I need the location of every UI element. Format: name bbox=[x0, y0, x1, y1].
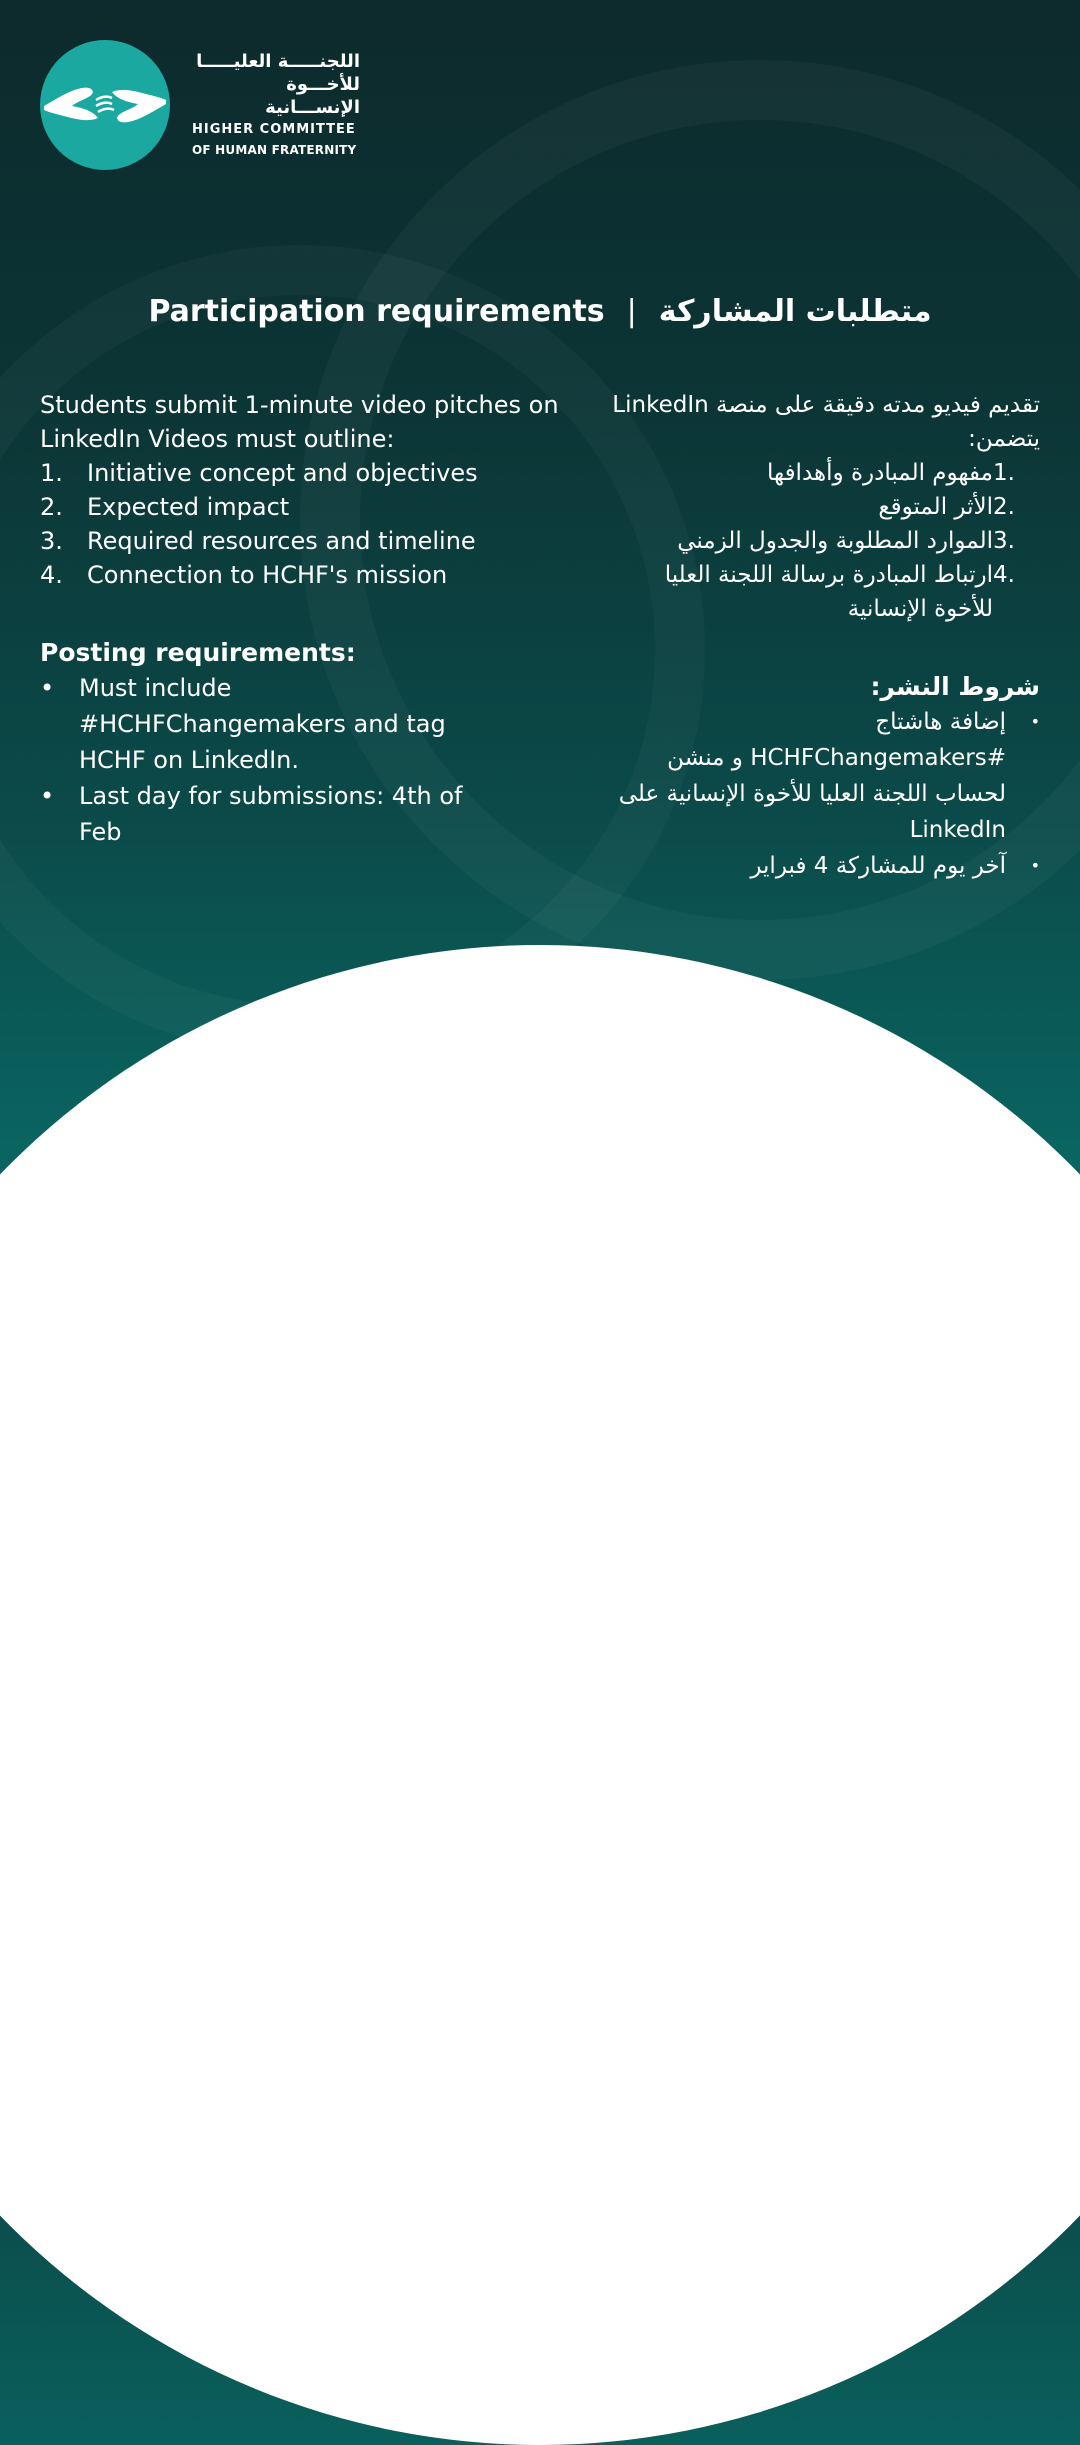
arabic-intro: تقديم فيديو مدته دقيقة على منصة LinkedIn يتضمن: bbox=[612, 392, 1040, 452]
logo-hands-icon bbox=[40, 40, 170, 170]
page-title bbox=[0, 294, 1080, 329]
list-item: • آخر يوم للمشاركة 4 فبراير bbox=[750, 853, 1040, 879]
title-separator: | bbox=[626, 294, 637, 329]
logo-arabic-line-1: اللجنـــــة العليـــــا bbox=[196, 50, 360, 72]
arabic-posting-heading: شروط النشر: bbox=[870, 672, 1040, 701]
english-column bbox=[40, 388, 560, 850]
list-item: 1. Initiative concept and objectives bbox=[40, 459, 478, 487]
english-intro: Students submit 1-minute video pitches on LinkedIn Videos must outline: bbox=[40, 391, 559, 453]
arabic-posting-list bbox=[610, 704, 1040, 884]
list-item: • إضافة هاشتاج #HCHFChangemakers و منشن لحساب اللجنة العليا للأخوة الإنسانية على LinkedIn bbox=[618, 709, 1040, 843]
logo-arabic-line-2: للأخـــوة الإنســـانية bbox=[265, 73, 360, 118]
arabic-column bbox=[610, 388, 1040, 884]
list-item: • Last day for submissions: 4th of Feb bbox=[40, 782, 463, 846]
logo-english-line-2: OF HUMAN FRATERNITY bbox=[192, 142, 357, 157]
white-arc-shape bbox=[0, 945, 1080, 2445]
list-item: 4. Connection to HCHF's mission bbox=[40, 561, 448, 589]
list-item: 1. مفهوم المبادرة وأهدافها bbox=[766, 460, 1015, 486]
english-posting-list bbox=[40, 670, 560, 850]
english-requirements-list bbox=[40, 456, 560, 592]
title-english: Participation requirements bbox=[148, 294, 605, 329]
list-item: • Must include #HCHFChangemakers and tag HCHF on LinkedIn. bbox=[40, 674, 446, 774]
list-item: 3. الموارد المطلوبة والجدول الزمني bbox=[677, 528, 1015, 554]
english-posting-heading: Posting requirements: bbox=[40, 638, 356, 667]
list-item: 2. Expected impact bbox=[40, 493, 290, 521]
hchf-logo bbox=[40, 40, 360, 170]
arabic-requirements-list bbox=[610, 456, 1040, 626]
logo-english-line-1: HIGHER COMMITTEE bbox=[192, 121, 356, 137]
list-item: 4. ارتباط المبادرة برسالة اللجنة العليا للأخوة الإنسانية bbox=[664, 562, 1015, 622]
list-item: 2. الأثر المتوقع bbox=[878, 494, 1015, 520]
list-item: 3. Required resources and timeline bbox=[40, 527, 476, 555]
title-arabic: متطلبات المشاركة bbox=[658, 294, 932, 329]
